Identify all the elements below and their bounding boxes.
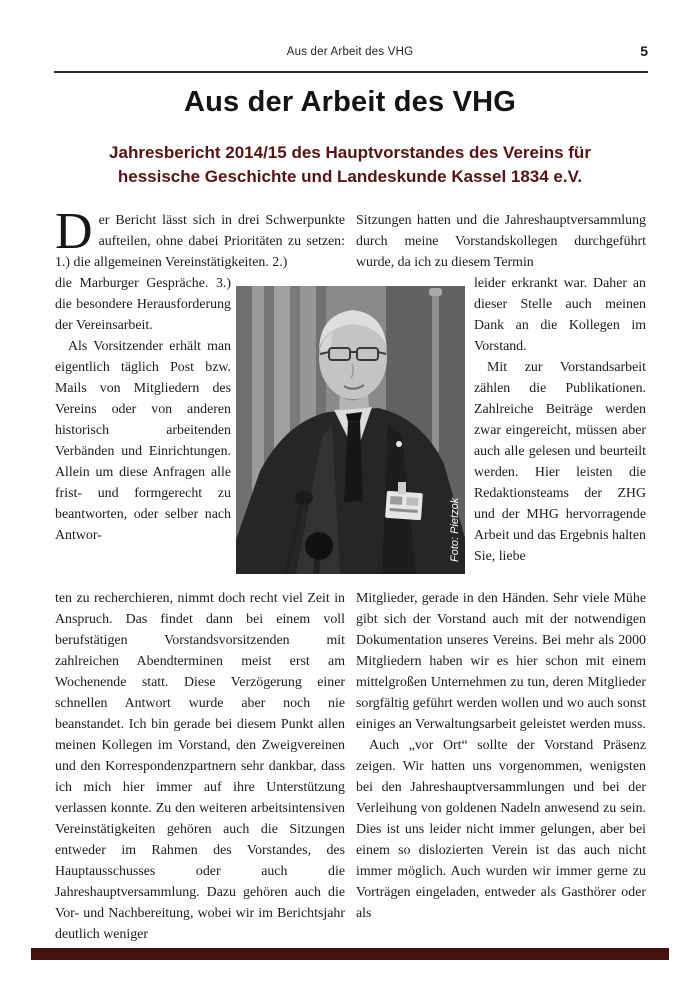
left-paragraph-bottom: ten zu recherchieren, nimmt doch recht viel Zeit in Anspruch. Das findet dann bei einem voll berufstätigen Vorstandsvorsitzenden mit zahlreichen Abendterminen meist erst am Wochenende statt. Diese Verzögerung einer schnellen Antwort wurde aber noch nie beanstandet. Ich bin gerade bei diesem Punkt allen meinen Kollegen im Vorstand, den Zweigvereinen und den Korrespondenzpartnern sehr dankbar, dass ich mich hier immer auf ihre Unterstützung verlassen konnte. Zu den weiteren arbeitsintensiven Vereinstätigkeiten gehören auch die Sitzungen entweder im Rahmen des Vorstandes, des Hauptausschusses oder auch die Jahreshauptversammlung. Dazu gehören auch die Vor- und Nachbereitung, wobei wir im Berichtsjahr deutlich weniger <box>55 591 345 942</box>
footer-accent-bar <box>31 948 669 960</box>
right-narrow-paragraph-2: Mit zur Vorstandsarbeit zählen die Publikationen. Zahlreiche Beiträge werden zwar eingereicht, müssen aber auch alle gelesen und beurteilt werden. Hier leisten die Redaktionsteams der ZHG und der MHG hervorragende Arbeit und das Ergebnis halten Sie, liebe <box>474 360 646 564</box>
article-subtitle <box>60 141 640 189</box>
page-title: Aus der Arbeit des VHG <box>183 86 517 118</box>
left-narrow-paragraph-1: die Marburger Gespräche. 3.) die besondere Herausforderung der Vereinsarbeit. <box>55 276 231 333</box>
speaker-photo <box>236 286 465 574</box>
right-narrow-paragraph-1: leider erkrankt war. Daher an dieser Stelle auch meinen Dank an die Kollegen im Vorstand. <box>474 276 646 354</box>
subtitle-line-1: Jahresbericht 2014/15 des Hauptvorstandes des Vereins für <box>109 143 591 162</box>
subtitle-line-2: hessische Geschichte und Landeskunde Kassel 1834 e.V. <box>117 167 583 186</box>
left-narrow-block <box>55 273 231 588</box>
left-top-text: er Bericht lässt sich in drei Schwerpunkte aufteilen, ohne dabei Prioritäten zu setzen: 1.) die allgemeinen Vereinstätigkeiten. 2.) <box>55 213 345 270</box>
dropcap-letter: D <box>55 210 93 260</box>
header-rule <box>54 71 648 73</box>
photo-caption: Foto: Pietzok <box>449 497 461 562</box>
right-paragraph-top: Sitzungen hatten und die Jahreshauptversammlung durch meine Vorstandskollegen durchgeführt wurde, da ich zu diesem Termin <box>356 213 646 270</box>
right-paragraph-bottom-1: Mitglieder, gerade in den Händen. Sehr viele Mühe gibt sich der Vorstand auch mit der notwendigen Dokumentation unseres Vereins. Bei mehr als 2000 Mitgliedern haben wir es hier schon mit einem mittelgroßen Unternehmen zu tun, deren Mitglieder sorgfältig geführt werden wollen und wo auch sonst einiges an Verwaltungsarbeit geleistet werden muss. <box>356 591 646 732</box>
right-narrow-block <box>474 273 646 588</box>
left-paragraph-top <box>55 210 345 273</box>
right-paragraph-bottom-2: Auch „vor Ort“ sollte der Vorstand Präsenz zeigen. Wir hatten uns vorgenommen, wenigsten bei den Jahreshauptversammlungen und bei der Verleihung von goldenen Nadeln anwesend zu sein. Dies ist uns leider nicht immer gelungen, aber bei einem so dislozierten Verein ist das auch nicht immer möglich. Auch wurden wir immer gerne zu Vorträgen eingeladen, entweder als Gasthörer oder als <box>356 738 646 921</box>
page-number: 5 <box>640 43 648 59</box>
right-bottom-block <box>356 588 646 924</box>
left-narrow-paragraph-2: Als Vorsitzender erhält man eigentlich täglich Post bzw. Mails von Mitgliedern des Vereins oder von anderen historisch arbeitenden Verbänden und Einrichtungen. Allein um diese Anfragen alle frist- und formgerecht zu beantworten, oder selber nach Antwor- <box>55 339 231 543</box>
speaker-photo-graphic <box>236 286 465 574</box>
running-header: Aus der Arbeit des VHG <box>286 46 414 58</box>
